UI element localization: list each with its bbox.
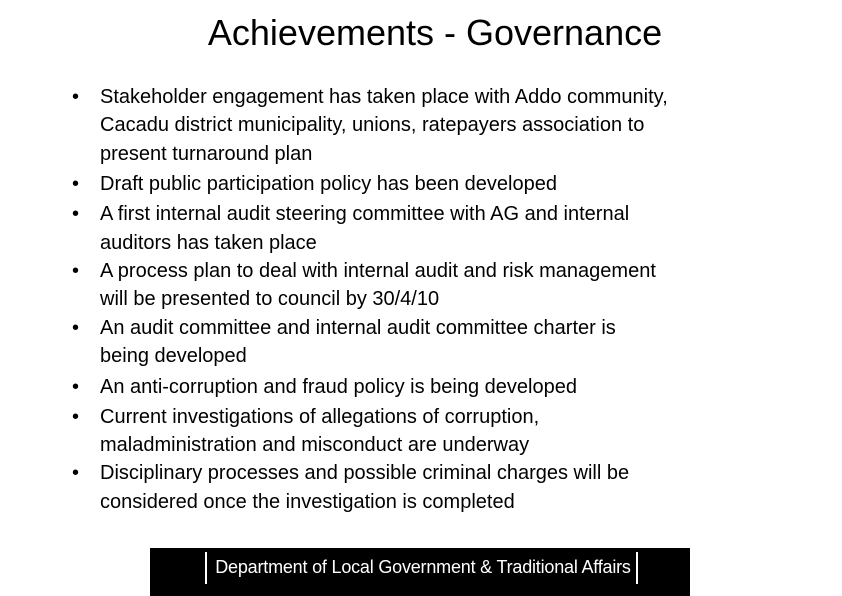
- bullet-line: auditors has taken place: [100, 231, 317, 254]
- bullet-item: [72, 83, 812, 168]
- bullet-icon: •: [72, 316, 80, 339]
- bullet-list: [72, 83, 812, 516]
- footer-divider-left: [205, 552, 207, 584]
- bullet-line: Cacadu district municipality, unions, ratepayers association to: [100, 114, 645, 137]
- bullet-line: Stakeholder engagement has taken place with Addo community,: [100, 86, 668, 108]
- bullet-line: will be presented to council by 30/4/10: [100, 288, 440, 311]
- bullet-icon: •: [72, 260, 80, 283]
- bullet-line: A first internal audit steering committee with AG and internal: [100, 203, 630, 226]
- bullet-icon: •: [72, 173, 80, 196]
- bullet-line: Disciplinary processes and possible criminal charges will be: [100, 462, 630, 485]
- bullet-item: [72, 403, 812, 460]
- bullet-icon: •: [72, 405, 80, 428]
- bullet-icon: •: [72, 462, 80, 485]
- bullet-icon: •: [72, 203, 80, 226]
- footer-department-label: Department of Local Government & Traditional Affairs: [215, 557, 631, 577]
- bullet-line: considered once the investigation is completed: [100, 490, 515, 513]
- bullet-item: [72, 200, 812, 257]
- bullet-line: being developed: [100, 345, 247, 368]
- bullet-item: [72, 314, 812, 371]
- bullet-line: maladministration and misconduct are underway: [100, 434, 530, 457]
- bullet-line: Draft public participation policy has been developed: [100, 173, 557, 196]
- bullet-icon: •: [72, 375, 80, 398]
- bullet-line: Current investigations of allegations of corruption,: [100, 405, 540, 428]
- bullet-line: A process plan to deal with internal audit and risk management: [100, 260, 656, 283]
- slide-title: Achievements - Governance: [207, 12, 663, 53]
- bullet-item: [72, 459, 812, 516]
- bullet-item: [72, 257, 812, 314]
- bullet-line: present turnaround plan: [100, 142, 313, 165]
- bullet-icon: •: [72, 86, 80, 108]
- bullet-line: An anti-corruption and fraud policy is being developed: [100, 375, 577, 398]
- bullet-item: [72, 168, 812, 200]
- footer-divider-right: [636, 552, 638, 584]
- bullet-line: An audit committee and internal audit committee charter is: [100, 316, 616, 339]
- bullet-item: [72, 371, 812, 403]
